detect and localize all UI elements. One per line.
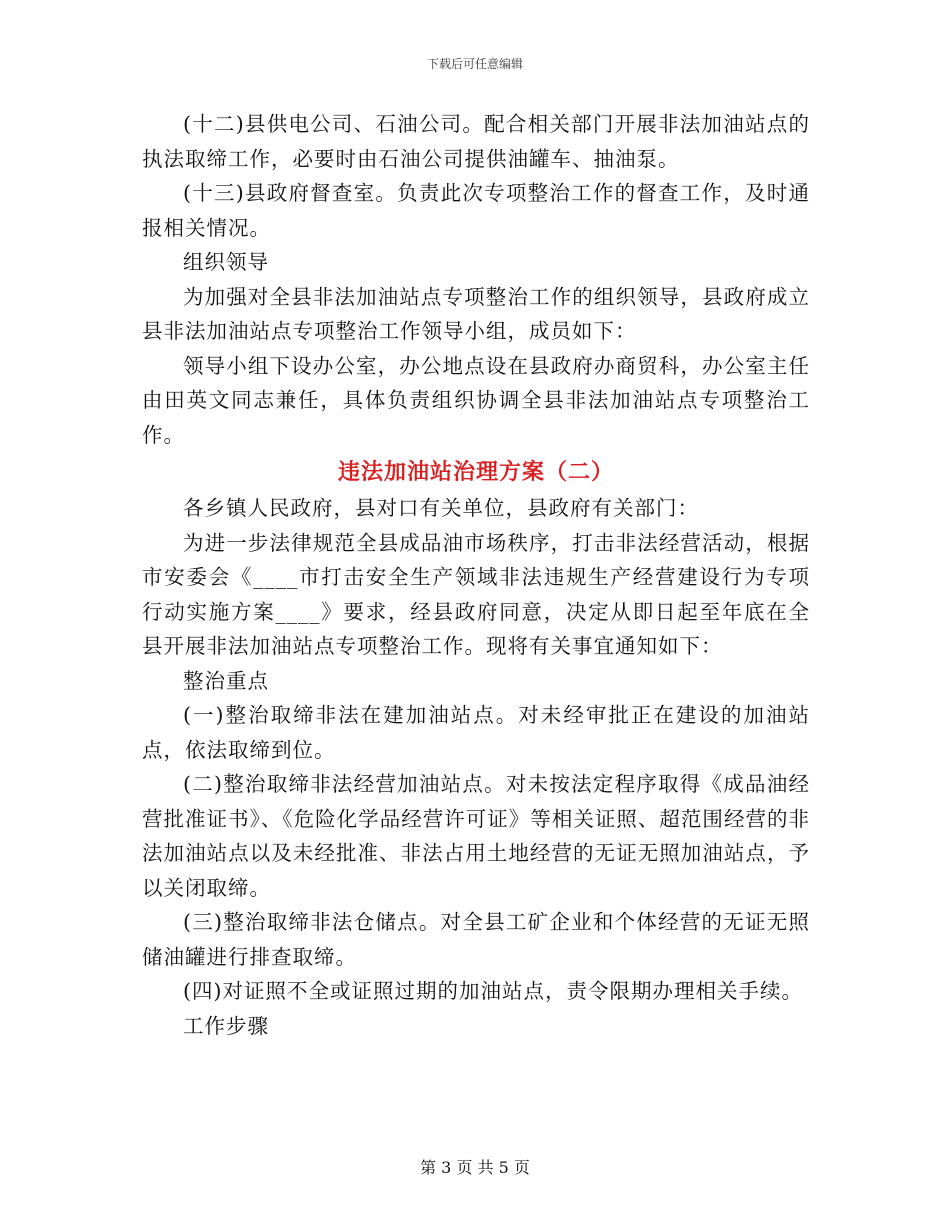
paragraph: (三)整治取缔非法仓储点。对全县工矿企业和个体经营的无证无照储油罐进行排查取缔。 [142,910,810,969]
header-note: 下载后可任意编辑 [426,57,523,71]
page-number: 第 3 页 共 5 页 [420,1158,530,1177]
paragraph: 领导小组下设办公室，办公地点设在县政府办商贸科，办公室主任由田英文同志兼任，具体负责组织协调全县非法加油站点专项整治工作。 [142,353,810,447]
document-title: 违法加油站治理方案（二） [337,459,614,485]
paragraph: (一)整治取缔非法在建加油站点。对未经审批正在建设的加油站点，依法取缔到位。 [142,703,810,762]
section-heading: 整治重点 [183,668,269,693]
paragraph: (十三)县政府督查室。负责此次专项整治工作的督查工作，及时通报相关情况。 [142,181,810,240]
paragraph: (四)对证照不全或证照过期的加油站点，责令限期办理相关手续。 [183,979,803,1003]
paragraph: 各乡镇人民政府，县对口有关单位，县政府有关部门： [183,496,699,520]
section-heading: 工作步骤 [183,1013,269,1038]
paragraph: 为加强对全县非法加油站点专项整治工作的组织领导，县政府成立县非法加油站点专项整治工作领导小组，成员如下： [142,284,810,343]
section-heading: 组织领导 [183,250,269,274]
paragraph: (二)整治取缔非法经营加油站点。对未按法定程序取得《成品油经营批准证书》、《危险化学品经营许可证》等相关证照、超范围经营的非法加油站点以及未经批准、非法占用土地经营的无证无照加油站点，予以关闭取缔。 [142,772,810,900]
paragraph: (十二)县供电公司、石油公司。配合相关部门开展非法加油站点的执法取缔工作，必要时由石油公司提供油罐车、抽油泵。 [142,112,810,171]
paragraph: 为进一步法律规范全县成品油市场秩序，打击非法经营活动，根据市安委会《____市打击安全生产领域非法违规生产经营建设行为专项行动实施方案____》要求，经县政府同意，决定从即日起至年底在全县开展非法加油站点专项整治工作。现将有关事宜通知如下： [142,530,810,658]
document-body [142,107,810,1043]
